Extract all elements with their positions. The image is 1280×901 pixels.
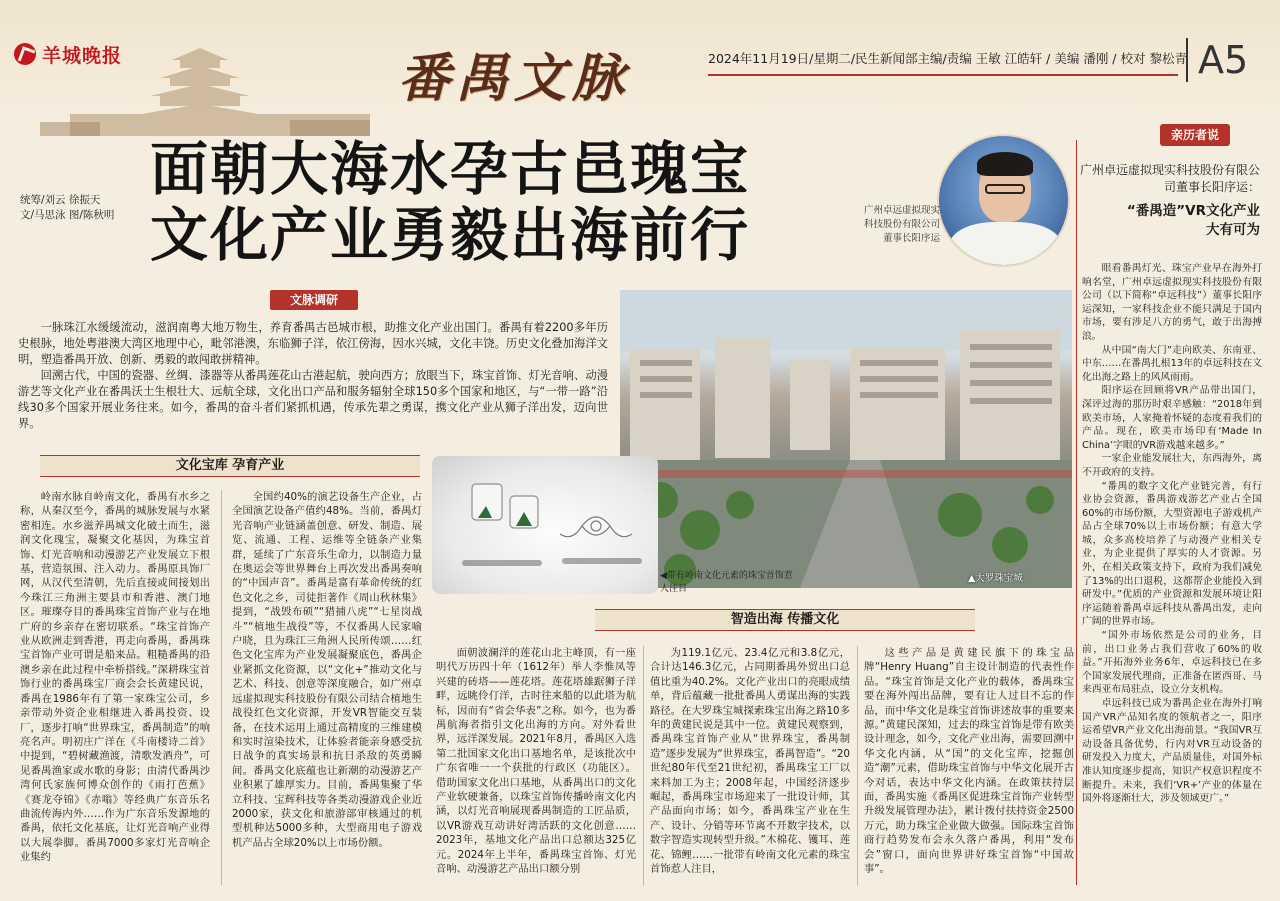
column-divider [643,646,644,886]
column-2-text: 全国约40%的演艺设备生产企业，占全国演艺设备产值约48%。当前，番禺灯光音响产业链涵盖创意、研发、制造、展览、流通、工程、运维等全链条产业集群，延续了广东音乐生命力，以制造力量在奥运会等世界舞台上再次发出番禺奏响的“中国声音”。番禺是富有革命传统的红色文化之乡，司徒拒著作《周山秋林集》提到，“战毁布硕”“猎捕八虎”“七星岗战斗”“植地生战役”等，不仅番禺人民家喻户晓，且为珠江三角洲人民所传颂……红色文化宝库为产业发展凝聚底色，番禺企业紧抓文化资源，以“文化+”推动文化与艺术、科技、创意等深度融合，如广州卓远虚拟现实科技股份有限公司结合植地生战役红色文化资源，开发VR智能交互装备，在技术运用上通过高精度的三维建模和实时渲染技术，让体验者能亲身感受抗日战争的真实场景和抗日杀敌的英勇瞬间。番禺文化底蕴也让新潮的动漫游艺产业积累了雄厚实力。目前，番禺集聚了华立科技、宝辉科技等各类动漫游戏企业近2000家，获文化和旅游部审核通过的机型机种达5000多种，大型商用电子游戏机产品占全球20%以上市场份额。 [232,491,422,849]
city-aerial-photo [620,290,1072,588]
sidebar-paragraph: 从中国“南大门”走向欧美、东南亚、中东……在番禺扎根13年的卓远科技在文化出海之路上的风风雨雨。 [1082,344,1262,383]
column-divider [221,490,222,885]
byline [20,193,150,229]
research-tag: 文脉调研 [270,290,358,310]
issue-meta: 2024年11月19日/星期二/民生新闻部主编/责编 王敏 江皓轩 / 美编 潘刚 / 校对 黎松青 [708,51,1187,66]
headline-line-1: 面朝大海水孕古邑瑰宝 [150,135,751,203]
logo-text: 羊城晚报 [42,44,123,67]
sidebar-divider [1076,140,1077,885]
main-headline [150,136,870,276]
portrait-shirt [949,222,1062,267]
sidebar-tag: 亲历者说 [1160,124,1230,146]
column-divider [857,646,858,886]
portrait-hair [977,152,1033,176]
byline-editors: 统筹/刘云 徐振天 [20,194,101,206]
headline-line-2: 文化产业勇毅出海前行 [150,201,751,269]
sidebar-paragraph: 卓远科技已成为番禺企业在海外打响国产VR产品知名度的领航者之一，阳序运希望VR产业文化出海前景。“我国VR互动设备具备优势，行内对VR互动设备的研发投入力度大，产品质量佳，对国外标准认知度逐步提高，知识产权意识程度不断提升。未来，我们‘VR+’产业的体量在国外将逐渐壮大，涉及领域更广。” [1082,698,1262,805]
portrait-photo [937,134,1070,267]
sidebar-heading [1080,162,1260,252]
intro-text [18,320,608,442]
sidebar-title-1: “番禺造”VR文化产业 [1126,203,1260,219]
sidebar-org: 广州卓远虚拟现实科技股份有限公司董事长阳序运： [1080,163,1261,194]
sidebar-paragraph: 一家企业能发展壮大，东西海外，离不开政府的支持。 [1082,453,1262,478]
column-5-text: 这些产品是黄建民旗下的珠宝品牌“Henry Huang”自主设计制造的代表性作品。“珠宝首饰是文化产业的载体，番禺珠宝要在海外闯出品牌，要有让人过目不忘的作品，而中华文化是珠宝首饰讲述故事的重要来源。”黄建民深知，过去的珠宝首饰是带有欧美设计理念，如今，文化产业出海，需要回溯中华文化内涵，从“国”的文化宝库，挖掘创造“潮”元素，借助珠宝首饰与中华文化展开古今对话，表达中华文化内涵。在政策扶持层面，番禺实施《番禺区促进珠宝首饰产业转型升级发展管理办法》，累计拨付扶持资金2500万元，助力珠宝企业做大做强。国际珠宝首饰商行趋势发布会永久落户番禺，利用“发布会”窗口，面向世界讲好珠宝首饰“中国故事”。 [864,647,1074,876]
column-4-text: 为119.1亿元、23.4亿元和3.8亿元，合计达146.3亿元，占同期番禺外贸出口总值比重为40.2%。文化产业出口的亮眼成绩单，背后蕴藏一批批番禺人勇谋出海的实践路径。在大罗珠宝城探索珠宝出海之路10多年的黄建民说是其中一位。黄建民观察到，番禺珠宝首饰产业从“世界珠宝，番禺制造”逐步发展为“世界珠宝，番禺智造”。“20世纪80年代至21世纪初，番禺珠宝工厂以来料加工为主；2008年起，中国经济逐步崛起，番禺珠宝市场迎来了一批设计师，其产品面向市场；如今，番禺珠宝产业在生产、设计、分销等环节离不开数字技术，以数字智造实现转型升级。”木棉花、镬耳、莲花、锦鲤……一批带有岭南文化元素的珠宝首饰惹人注目， [650,647,850,876]
column-3-text: 面朝波澜洋的莲花山北主峰顶，有一座明代万历四十年（1612年）举人李惟凤等兴建的砖塔——莲花塔。莲花塔雄踞狮子洋畔，远眺伶仃洋，古时往来船的以此塔为航标，因而有“省会华表”之称。如今，也为番禺航海者指引文化出海的方向。对外看世界，远洋深发展。2021年8月，番禺区入选第二批国家文化出口基地名单，是该批次中广东省唯一一个获批的行政区（功能区）。借助国家文化出口基地，从番禺出口的文化产业软硬兼备，以珠宝首饰传播岭南文化内涵，以灯光音响展现番禺制造的工匠品质，以VR游戏互动讲好湾活跃的文化创意……2023年，基地文化产品出口总额达325亿元。2024年上半年，番禺珠宝首饰、灯光音响、动漫游艺产品出口额分别 [436,647,636,876]
section-heading-export: 智造出海 传播文化 [595,609,975,631]
ram-logo-icon [14,43,36,65]
jewelry-photo [432,456,658,594]
page-number: A5 [1186,38,1256,82]
sidebar-interview-text [1082,262,1262,882]
column-1-text: 岭南水脉自岭南文化，番禺有水乡之称，从秦汉至今，番禺的城脉发展与水紧密相连。水乡滋养禺城文化破土而生，滋润文化瑰宝，凝聚文化基因，为珠宝首饰、灯光音响和动漫游艺产业发展立下根基，营造氛围、注入动力。番禺原具饰厂网，从汉代至清朝，先后直接或间接划出今珠江三角洲主要县市和香港、澳门地区。璀璨夺目的番禺珠宝首饰产业与在地广府的乡亲存在密切联系。“珠宝首饰产业从欧洲走到香港，再走向番禺，番禺珠宝首饰产业可谓是船来品。粗糙番禺的沿澳乡亲在此过程中牵桥搭线。”深耕珠宝首饰行业的番禺珠宝厂商会会长黄建民说，番禺在1986年有了第一家珠宝公司，乡亲带动外资企业相继进入番禺投资、设厂，逐步打响“世界珠宝，番禺制造”的响亮名声。明初庄广洋在《斗南楼诗二首》中提到，“碧树藏渔渡，清歌发酒舟”，可见番禺渔家或水歌的身影；由清代番禺沙湾何氏家族何博众创作的《雨打芭蕉》《赛龙夺锦》《赤嗡》等经典广东音乐名曲流传海内外……作为广东音乐发源地的番禺，依托文化基底，让灯光音响产业得以大展拳脚。番禺7000多家灯光音响企业集约 [20,491,210,864]
article-column-3 [436,646,636,886]
sidebar-paragraph: 阳序运在回顾将VR产品带出国门，深评过海的那历时艰辛感触：“2018年到欧美市场，人家掩着怀疑的态度看我们的产品。现在，欧美市场印有‘Made In China’字眼的VR游戏越来越多。” [1082,385,1262,451]
article-column-5 [864,646,1074,886]
newspaper-logo [14,38,134,70]
article-column-2 [232,490,422,885]
intro-paragraph-2: 回溯古代，中国的瓷器、丝绸、漆器等从番禺莲花山古港起航，驶向西方；放眼当下，珠宝首饰、灯光音响、动漫游艺等文化产业在番禺沃土生根壮大、远航全球，文化出口产品和服务辐射全球150多个国家和地区，与“一带一路”沿线30多个国家开展业务往来。如今，番禺的奋斗者们紧抓机遇，传承先辈之勇谋，携文化产业从狮子洋出发，迈向世界。 [18,369,608,430]
intro-paragraph-1: 一脉珠江水缓缓流动，滋润南粤大地万物生，养育番禺古邑城市根，助推文化产业出国门。番禺有着2200多年历史根脉，地处粤港澳大湾区地理中心，毗邻港澳，东临狮子洋，依江傍海，因水兴城，文化丰饶。历史文化叠加海洋文明，塑造番禺开放、创新、勇毅的敢闯敢拼精神。 [18,321,608,366]
header-rule [708,74,1178,76]
jewelry-photo-caption: ◀带有岭南文化元素的珠宝首饰惹人注目 [660,571,793,594]
city-photo-caption: ▲大罗珠宝城 [968,573,1023,584]
section-heading-culture: 文化宝库 孕育产业 [40,455,420,477]
portrait-caption: 广州卓远虚拟现实科技股份有限公司董事长阳序运 [863,205,940,244]
article-column-1 [20,490,210,885]
sidebar-paragraph: 眼看番禺灯光、珠宝产业早在海外打响名堂，广州卓远虚拟现实科技股份有限公司（以下简称“卓远科技”）董事长阳序运深知，一家科技企业不能只满足于国内市场，要有涉足八方的勇气，敢于出海搏浪。 [1082,263,1262,342]
column-title: 番禺文脉 [398,48,631,109]
byline-writers: 文/马思泳 图/陈秋明 [20,209,115,221]
portrait-glasses [985,184,1025,194]
sidebar-paragraph: “国外市场依然是公司的业务，目前，出口业务占我们营收了60%的收益。”开拓海外业务6年，卓远科技已在多个国家发展代理商，正准备在匿西哥、马来西亚布局驻点，设立分支机构。 [1082,630,1262,696]
sidebar-paragraph: “番禺的数字文化产业链完善，有行业协会资源，番禺游戏游艺产业占全国60%的市场份额，大型资源电子游戏机产品占全球70%以上市场份额；有意大学城，众多高校培养了与动漫产业相关专业，为企业提供了厚实的人才资源。另外，在相关政策支持下，政府为我们减免了13%的出口退税，这都帮企业能投入到研发中。”优质的产业资源和发展环境让阳序运随着番禺卓远科技从番禺出发，走向广阔的世界市场。 [1082,480,1262,628]
sidebar-title-2: 大有可为 [1206,222,1260,238]
article-column-4 [650,646,850,886]
